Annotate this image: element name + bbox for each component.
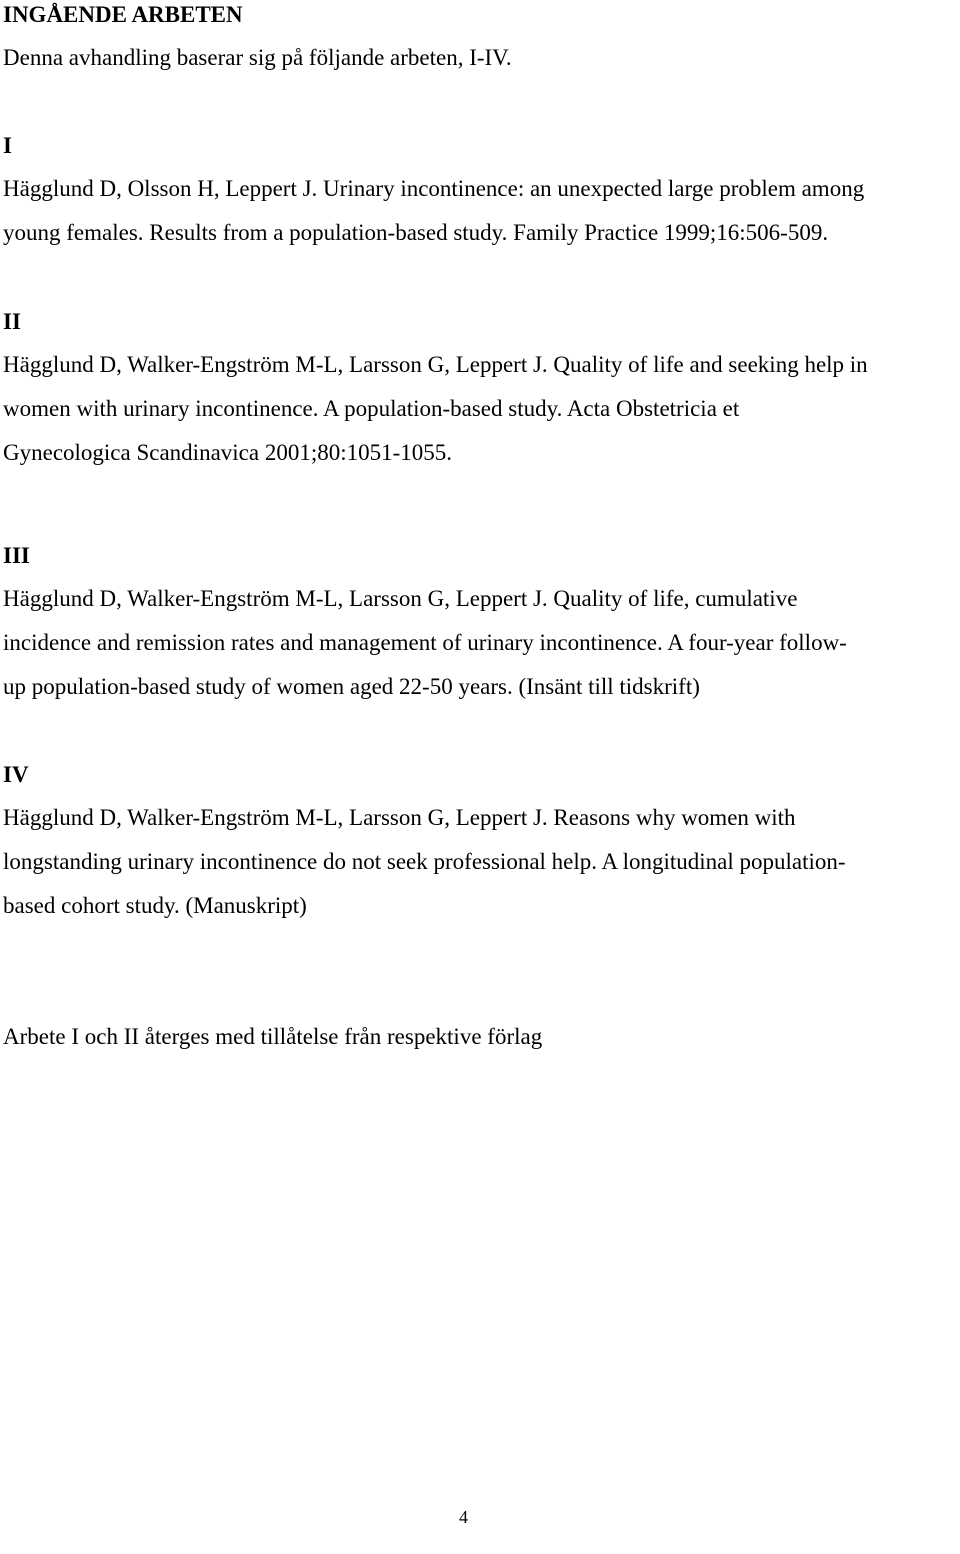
paper-number-iv: IV — [3, 762, 29, 787]
paper-citation-ii — [3, 343, 958, 475]
citation-line: based cohort study. (Manuskript) — [3, 893, 307, 918]
citation-line: women with urinary incontinence. A population-based study. Acta Obstetricia et — [3, 396, 740, 421]
paper-number-ii: II — [3, 309, 21, 334]
intro-text: Denna avhandling baserar sig på följande arbeten, I-IV. — [3, 45, 512, 70]
citation-line: Hägglund D, Walker-Engström M-L, Larsson G, Leppert J. Quality of life and seeking help in — [3, 352, 868, 377]
page-heading: INGÅENDE ARBETEN — [3, 2, 243, 27]
page-number: 4 — [459, 1507, 468, 1527]
paper-citation-iii — [3, 577, 958, 709]
paper-number-iii: III — [3, 543, 30, 568]
citation-line: incidence and remission rates and management of urinary incontinence. A four-year follow- — [3, 630, 847, 655]
paper-citation-iv — [3, 796, 958, 928]
permission-note: Arbete I och II återges med tillåtelse från respektive förlag — [3, 1024, 543, 1049]
citation-line: Hägglund D, Walker-Engström M-L, Larsson G, Leppert J. Reasons why women with — [3, 805, 796, 830]
citation-line: longstanding urinary incontinence do not seek professional help. A longitudinal population- — [3, 849, 846, 874]
citation-line: Gynecologica Scandinavica 2001;80:1051-1055. — [3, 440, 453, 465]
citation-line: young females. Results from a population-based study. Family Practice 1999;16:506-509. — [3, 220, 829, 245]
paper-number-i: I — [3, 133, 12, 158]
citation-line: up population-based study of women aged 22-50 years. (Insänt till tidskrift) — [3, 674, 700, 699]
citation-line: Hägglund D, Walker-Engström M-L, Larsson G, Leppert J. Quality of life, cumulative — [3, 586, 798, 611]
citation-line: Hägglund D, Olsson H, Leppert J. Urinary incontinence: an unexpected large problem among — [3, 176, 865, 201]
paper-citation-i — [3, 167, 958, 255]
